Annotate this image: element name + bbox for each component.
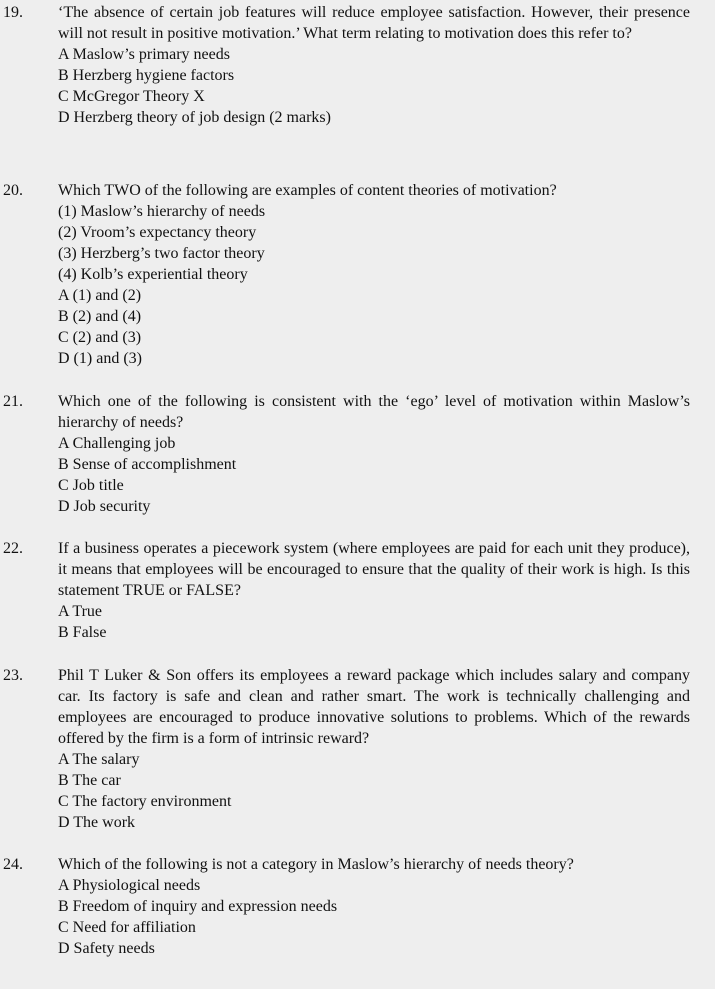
answer-option-d: D Job security xyxy=(58,498,151,515)
question-text: If a business operates a piecework system (where employees are paid for each unit they produce), it means that employees will be encouraged to ensure that the quality of their work is high. Is this statement TRUE or FALSE? xyxy=(58,540,690,599)
answer-option-a: A (1) and (2) xyxy=(58,287,142,304)
answer-option-c: C (2) and (3) xyxy=(58,329,142,346)
answer-option-d: D The work xyxy=(58,814,136,831)
answer-option-b: B Herzberg hygiene factors xyxy=(58,67,235,84)
answer-option-a: A True xyxy=(58,603,103,620)
statement-item-2: (2) Vroom’s expectancy theory xyxy=(58,224,257,241)
answer-option-d: D Safety needs xyxy=(58,940,155,957)
answer-option-a: A Maslow’s primary needs xyxy=(58,46,230,63)
answer-option-b: B The car xyxy=(58,772,121,789)
answer-option-c: C Need for affiliation xyxy=(58,919,196,936)
answer-option-c: C McGregor Theory X xyxy=(58,88,205,105)
answer-option-b: B Freedom of inquiry and expression needs xyxy=(58,898,338,915)
answer-option-a: A Physiological needs xyxy=(58,877,201,894)
answer-option-a: A Challenging job xyxy=(58,435,176,452)
answer-option-d: D (1) and (3) xyxy=(58,350,142,367)
question-text: Which TWO of the following are examples of content theories of motivation? xyxy=(58,182,557,199)
question-number: 21. xyxy=(3,393,23,410)
question-text: Which one of the following is consistent with the ‘ego’ level of motivation within Maslow’s hierarchy of needs? xyxy=(58,393,690,431)
answer-option-d: D Herzberg theory of job design (2 marks) xyxy=(58,109,331,126)
statement-item-3: (3) Herzberg’s two factor theory xyxy=(58,245,265,262)
answer-option-b: B Sense of accomplishment xyxy=(58,456,237,473)
statement-item-4: (4) Kolb’s experiential theory xyxy=(58,266,248,283)
answer-option-a: A The salary xyxy=(58,751,140,768)
answer-option-b: B (2) and (4) xyxy=(58,308,142,325)
question-text: ‘The absence of certain job features will reduce employee satisfaction. However, their presence will not result in positive motivation.’ What term relating to motivation does this refer to? xyxy=(58,4,690,42)
question-number: 22. xyxy=(3,540,23,557)
question-number: 20. xyxy=(3,182,23,199)
answer-option-c: C The factory environment xyxy=(58,793,232,810)
answer-option-b: B False xyxy=(58,624,107,641)
question-number: 23. xyxy=(3,667,23,684)
question-text: Which of the following is not a category in Maslow’s hierarchy of needs theory? xyxy=(58,856,574,873)
question-number: 19. xyxy=(3,4,23,21)
answer-option-c: C Job title xyxy=(58,477,124,494)
statement-item-1: (1) Maslow’s hierarchy of needs xyxy=(58,203,266,220)
question-text: Phil T Luker & Son offers its employees a reward package which includes salary and company car. Its factory is safe and clean and rather smart. The work is technically challenging and employees are encouraged to produce innovative solutions to problems. Which of the rewards offered by the firm is a form of intrinsic reward? xyxy=(58,667,690,747)
question-number: 24. xyxy=(3,856,23,873)
